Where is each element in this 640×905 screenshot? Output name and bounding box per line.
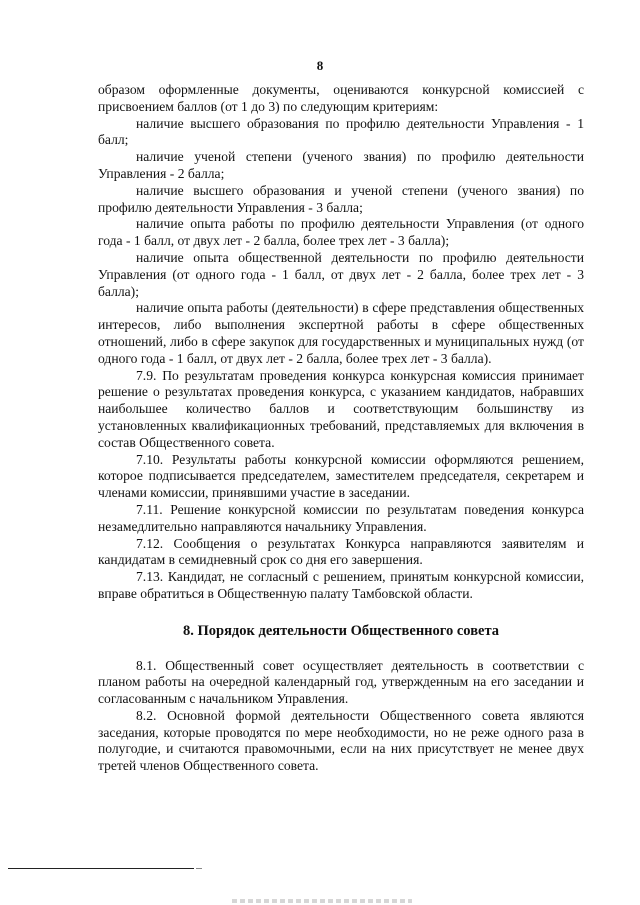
paragraph: образом оформленные документы, оцениваются конкурсной комиссией с присвоением баллов (от 1 до 3) по следующим критериям: — [98, 82, 584, 114]
document-body — [98, 82, 584, 775]
clause-8-2: 8.2. Основной формой деятельности Общественного совета являются заседания, которые проводятся по мере необходимости, но не реже одного раза в полугодие, и считаются правомочными, если на них присутствует не менее двух третей членов Общественного совета. — [98, 707, 584, 774]
clause-7-11: 7.11. Решение конкурсной комиссии по результатам поведения конкурса незамедлительно направляются начальнику Управления. — [98, 501, 584, 534]
criteria-item: наличие опыта общественной деятельности по профилю деятельности Управления (от одного года - 1 балл, от двух лет - 2 балла, более трех лет - 3 балла); — [98, 249, 584, 299]
criteria-item: наличие опыта работы по профилю деятельности Управления (от одного года - 1 балл, от двух лет - 2 балла, более трех лет - 3 балла); — [98, 216, 584, 249]
section-heading: 8. Порядок деятельности Общественного совета — [182, 622, 500, 639]
criteria-item: наличие ученой степени (ученого звания) по профилю деятельности Управления - 2 балла; — [98, 149, 584, 181]
clause-7-10: 7.10. Результаты работы конкурсной комиссии оформляются решением, которое подписывается председателем, заместителем председателя, секретарем и членами комиссии, принявшими участие в заседании. — [98, 451, 584, 501]
clause-7-12: 7.12. Сообщения о результатах Конкурса направляются заявителям и кандидатам в семидневный срок со дня его завершения. — [98, 535, 584, 568]
criteria-item: наличие опыта работы (деятельности) в сфере представления общественных интересов, либо выполнения экспертной работы в сфере общественных отношений, либо в сфере закупок для государственных и муниципальных нужд (от одного года - 1 балл, от двух лет - 2 балла, более трех лет - 3 балла). — [98, 300, 584, 366]
criteria-item: наличие высшего образования по профилю деятельности Управления - 1 балл; — [98, 115, 584, 148]
footer-rule-fragment — [196, 868, 202, 869]
criteria-item: наличие высшего образования и ученой степени (ученого звания) по профилю деятельности Управления - 3 балла; — [98, 182, 584, 215]
scan-artifact — [232, 899, 412, 903]
clause-7-13: 7.13. Кандидат, не согласный с решением, принятым конкурсной комиссии, вправе обратиться в Общественную палату Тамбовской области. — [98, 569, 584, 601]
clause-7-9: 7.9. По результатам проведения конкурса конкурсная комиссия принимает решение о результатах проведения конкурса, с указанием кандидатов, набравших наибольшее количество баллов и соответствующим большинству из установленных квалификационных требований, представляемых для включения в состав Общественного совета. — [98, 367, 584, 450]
footer-rule — [8, 868, 194, 869]
page-number: 8 — [316, 58, 324, 73]
clause-8-1: 8.1. Общественный совет осуществляет деятельность в соответствии с планом работы на очередной календарный год, утвержденным на его заседании и согласованным с начальником Управления. — [98, 657, 584, 707]
